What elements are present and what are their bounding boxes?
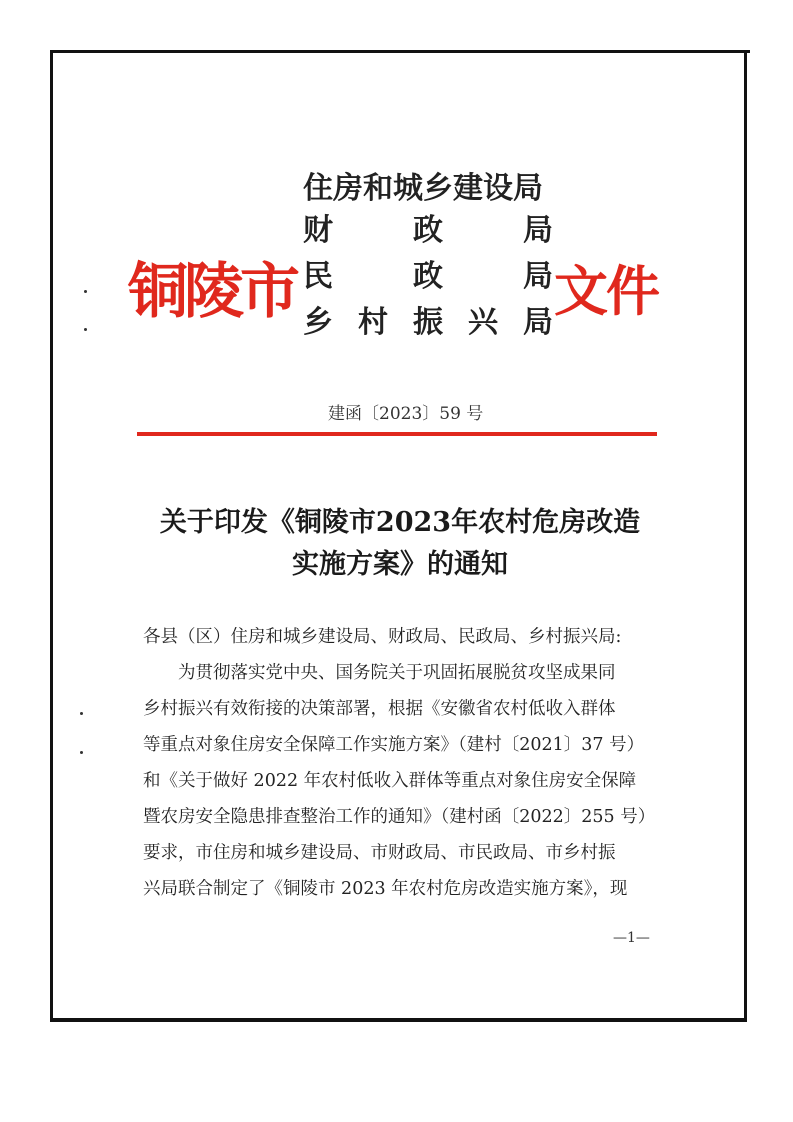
agency-char: 民: [303, 259, 333, 294]
red-divider: [137, 432, 657, 436]
body-line: 等重点对象住房安全保障工作实施方案》（建村〔2021〕37 号）: [143, 735, 645, 755]
scan-speck: [84, 328, 87, 331]
body-line: 乡村振兴有效衔接的决策部署，根据《安徽省农村低收入群体: [143, 699, 616, 719]
agency-char: 局: [523, 259, 553, 294]
agency-housing: 住房和城乡建设局: [303, 171, 543, 206]
salutation: 各县（区）住房和城乡建设局、财政局、民政局、乡村振兴局:: [143, 627, 622, 647]
agency-char: 局: [523, 305, 553, 340]
body-line: 要求，市住房和城乡建设局、市财政局、市民政局、市乡村振: [143, 843, 616, 863]
scan-speck: [84, 290, 87, 293]
agency-char: 振: [413, 305, 443, 340]
scan-border-bottom: [50, 1018, 747, 1022]
agency-char: 局: [523, 213, 553, 248]
document-number: 建函〔2023〕59 号: [328, 404, 484, 424]
agency-finance: [303, 210, 553, 252]
agency-char: 财: [303, 213, 333, 248]
agency-char: 政: [413, 213, 443, 248]
body-line: 暨农房安全隐患排查整治工作的通知》（建村函〔2022〕255 号）: [143, 807, 656, 827]
agency-char: 政: [413, 259, 443, 294]
scan-border-top: [50, 50, 750, 53]
agency-char: 兴: [468, 305, 498, 340]
notice-title-line2: 实施方案》的通知: [292, 549, 508, 580]
notice-title-line1: 关于印发《铜陵市2023年农村危房改造: [159, 507, 641, 538]
scan-border-right: [744, 50, 747, 1022]
scan-speck: [80, 712, 83, 715]
agency-civil: [303, 256, 553, 298]
document-type: 文件: [554, 260, 658, 323]
page-number: —1—: [613, 930, 650, 946]
body-line: 兴局联合制定了《铜陵市 2023 年农村危房改造实施方案》，现: [143, 879, 628, 899]
issuer-city: 铜陵市: [128, 257, 296, 327]
agency-char: 村: [358, 305, 388, 340]
agency-rural: [303, 302, 553, 344]
body-line: 和《关于做好 2022 年农村低收入群体等重点对象住房安全保障: [143, 771, 637, 791]
agency-char: 乡: [303, 305, 333, 340]
scan-speck: [80, 751, 83, 754]
scan-border-left: [50, 50, 53, 1022]
body-line: 为贯彻落实党中央、国务院关于巩固拓展脱贫攻坚成果同: [178, 663, 616, 683]
